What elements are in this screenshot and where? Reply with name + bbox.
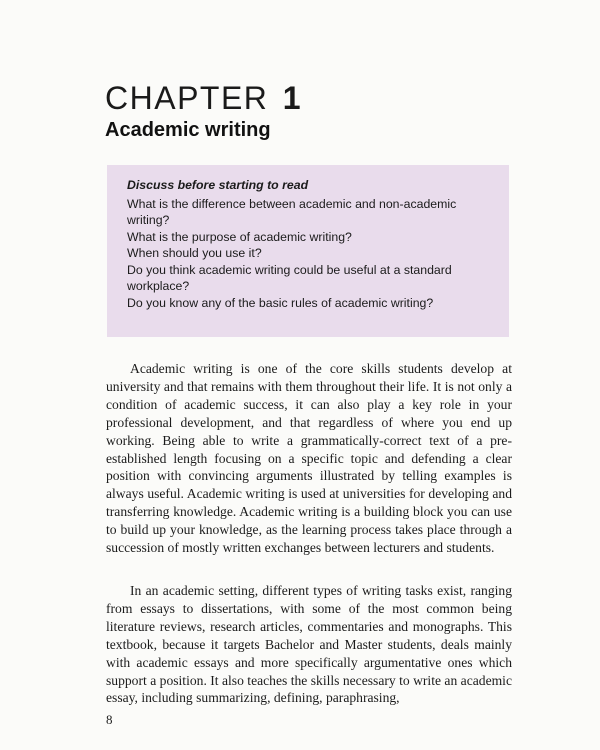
body-paragraph: Academic writing is one of the core skills students develop at university and that remains with them throughout their life. It is not only a condition of academic success, it can also play a key role in your professional development, and that regardless of where you end up working. Being able to write a grammatically-correct text of a pre-established length focusing on a specific topic and defending a clear position with convincing arguments illustrated by telling examples is always useful. Academic writing is used at universities for developing and transferring knowledge. Academic writing is a building block you can use to build up your knowledge, as the learning process takes place through a succession of mostly written exchanges between lecturers and students.	[106, 361, 512, 556]
chapter-number: 1	[282, 80, 303, 116]
discussion-question: When should you use it?	[127, 246, 262, 260]
page-number: 8	[106, 712, 113, 727]
discussion-question: Do you think academic writing could be useful at a standard workplace?	[127, 262, 452, 293]
chapter-label: CHAPTER	[105, 80, 269, 116]
discussion-question: What is the difference between academic and non-academic writing?	[127, 196, 457, 227]
chapter-heading	[105, 82, 302, 114]
discussion-question: What is the purpose of academic writing?	[127, 229, 352, 244]
body-paragraph: In an academic setting, different types of writing tasks exist, ranging from essays to dissertations, with some of the most common being literature reviews, research articles, commentaries and monographs. This textbook, because it targets Bachelor and Master students, deals mainly with academic essays and more specifically argumentative ones which support a position. It also teaches the skills necessary to write an academic essay, including summarizing, defining, paraphrasing,	[106, 583, 512, 706]
discussion-question: Do you know any of the basic rules of academic writing?	[127, 295, 434, 310]
discussion-box	[107, 165, 509, 337]
discussion-heading: Discuss before starting to read	[127, 178, 309, 192]
chapter-title: Academic writing	[105, 119, 271, 141]
